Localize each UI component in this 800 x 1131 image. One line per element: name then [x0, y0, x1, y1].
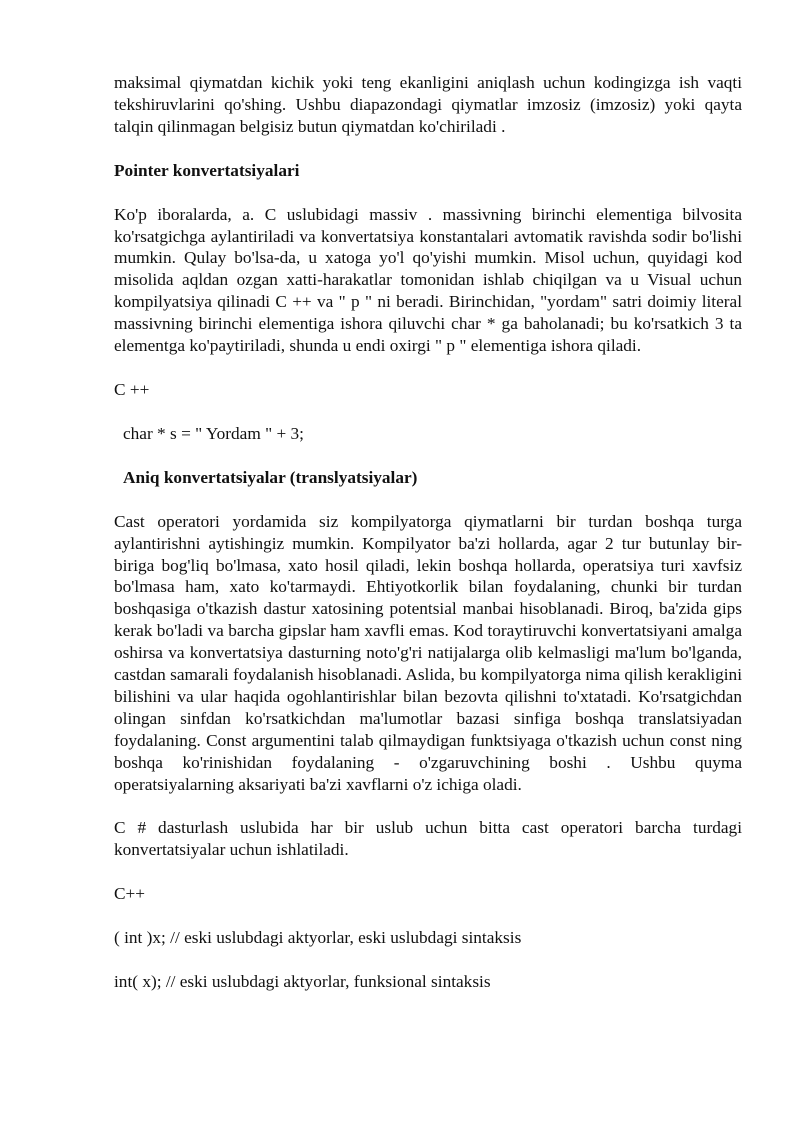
paragraph-pointer-conversions: Ko'p iboralarda, a. C uslubidagi massiv . massivning birinchi elementiga bilvosita ko'rsatgichga aylantiriladi va konvertatsiya konstantalari avtomatik ravishda sodir bo'lishi mumkin. Qulay bo'lsa-da, u xatoga yo'l qo'yishi mumkin. Misol uchun, quyidagi kod misolida aqldan ozgan xatti-harakatlar tomonidan ishlab chiqilgan va u Visual uchun kompilyatsiya qilinadi C ++ va " p " ni beradi. Birinchidan, "yordam" satri doimiy literal massivning birinchi elementiga ishora qiluvchi char * ga baholanadi; bu ko'rsatkich 3 ta elementga ko'paytiriladi, shunda u endi oxirgi " p " elementiga ishora qiladi. — [114, 204, 742, 356]
code-line-old-style-cast: ( int )x; // eski uslubdagi aktyorlar, eski uslubdagi sintaksis — [114, 928, 522, 948]
language-label-cpp: C ++ — [114, 379, 150, 399]
paragraph-range-check: maksimal qiymatdan kichik yoki teng ekanligini aniqlash uchun kodingizga ish vaqti tekshiruvlarini qo'shing. Ushbu diapazondagi qiymatlar imzosiz (imzosiz) yoki qayta talqin qilinmagan belgisiz butun qiymatdan ko'chiriladi . — [114, 73, 742, 136]
code-line-functional-cast: int( x); // eski uslubdagi aktyorlar, funksional sintaksis — [114, 972, 491, 992]
paragraph-cast-operator: Cast operatori yordamida siz kompilyatorga qiymatlarni bir turdan boshqa turga aylantirishni aytishingiz mumkin. Kompilyator ba'zi hollarda, agar 2 tur butunlay bir-biriga bog'liq bo'lmasa, xato hosil qiladi, lekin boshqa hollarda, operatsiya turi xavfsiz bo'lmasa ham, xato ko'tarmaydi. Ehtiyotkorlik bilan foydalaning, chunki bir turdan boshqasiga o'tkazish dastur xatosining potentsial manbai hisoblanadi. Biroq, ba'zida gips kerak bo'ladi va barcha gipslar ham xavfli emas. Kod toraytiruvchi konvertatsiyani amalga oshirsa va konvertatsiya dasturning noto'g'ri natijalarga olib kelmasligi ma'lum bo'lganda, castdan samarali foydalanish hisoblanadi. Aslida, bu kompilyatorga nima qilish kerakligini bilishini va ular haqida ogohlantirishlar bilan bezovta qilishni to'xtatadi. Ko'rsatgichdan olingan sinfdan ko'rsatkichdan ma'lumotlar bazasi sinfiga boshqa translatsiyadan foydalaning. Const argumentini talab qilmaydigan funktsiyaga o'tkazish uchun const ning boshqa ko'rinishidan foydalaning - o'zgaruvchining boshi . Ushbu quyma operatsiyalarning aksariyati ba'zi xavflarni o'z ichiga oladi. — [114, 511, 742, 794]
paragraph-csharp-style: C # dasturlash uslubida har bir uslub uchun bitta cast operatori barcha turdagi konvertatsiyalar uchun ishlatiladi. — [114, 818, 742, 860]
code-line-char-pointer: char * s = " Yordam " + 3; — [123, 423, 304, 443]
document-page — [114, 72, 742, 1015]
heading-pointer-conversions: Pointer konvertatsiyalari — [114, 160, 300, 180]
language-label-cpp-2: C++ — [114, 884, 146, 904]
heading-explicit-conversions: Aniq konvertatsiyalar (translyatsiyalar) — [123, 467, 418, 487]
